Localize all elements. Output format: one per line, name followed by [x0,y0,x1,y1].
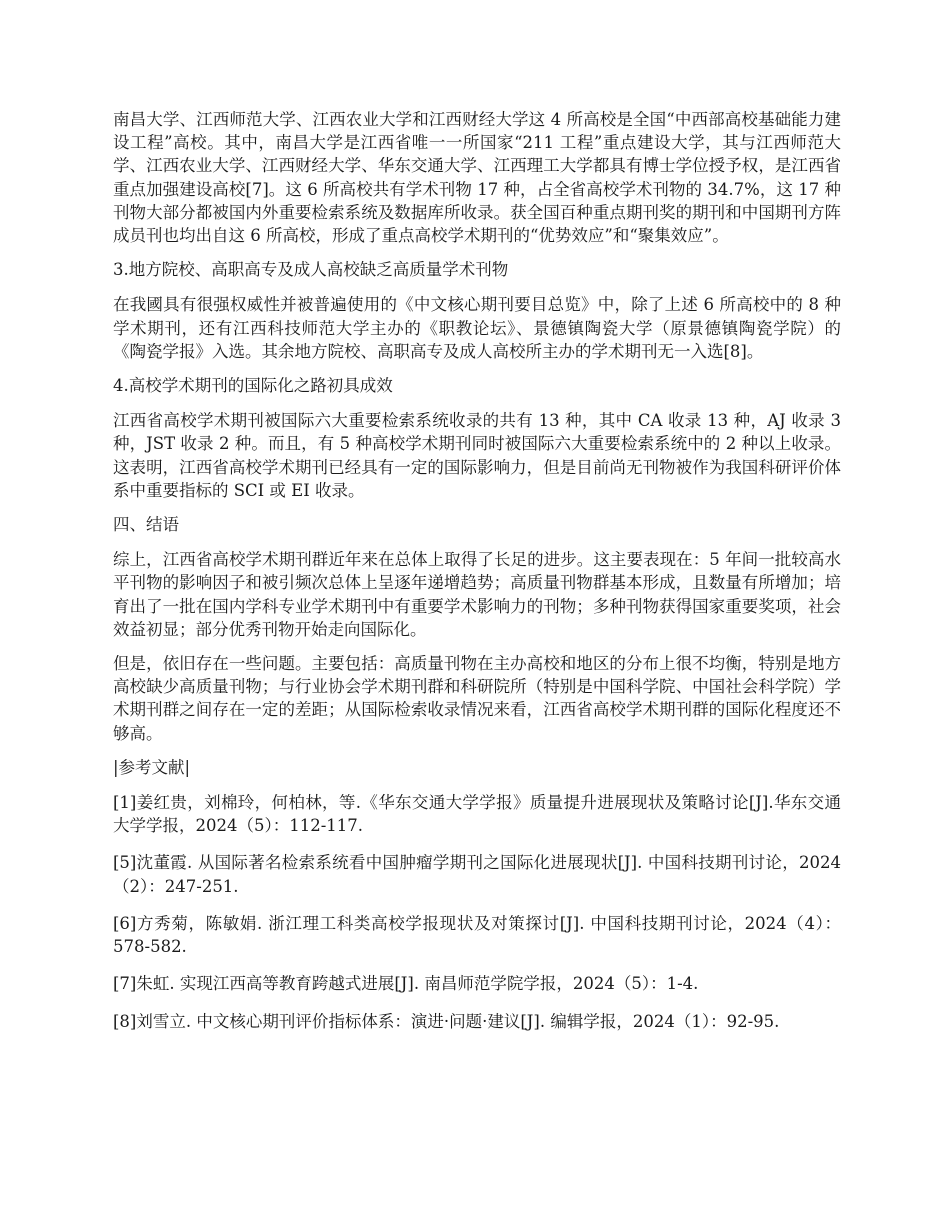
reference-item: [1]姜红贵，刘棉玲，何柏林，等.《华东交通大学学报》质量提升进展现状及策略讨论[J].华东交通大学学报，2024（5）：112-117. [113,793,841,836]
references-heading: |参考文献| [113,757,191,777]
section-heading-conclusion: 四、结语 [113,515,179,535]
reference-item: [8]刘雪立. 中文核心期刊评价指标体系：演进·问题·建议[J]. 编辑学报，2024（1）：92-95. [113,1011,780,1031]
paragraph-conclusion-problems: 但是，依旧存在一些问题。主要包括：高质量刊物在主办高校和地区的分布上很不均衡，特别是地方高校缺少高质量刊物；与行业协会学术期刊群和科研院所（特别是中国科学院、中国社会科学院）学术期刊群之间存在一定的差距；从国际检索收录情况来看，江西省高校学术期刊群的国际化程度还不够高。 [113,654,841,743]
paragraph-conclusion-progress: 综上，江西省高校学术期刊群近年来在总体上取得了长足的进步。这主要表现在：5 年间一批较高水平刊物的影响因子和被引频次总体上呈逐年递增趋势；高质量刊物群基本形成，且数量有所增加；培育出了一批在国内学科专业学术期刊中有重要学术影响力的刊物；多种刊物获得国家重要奖项，社会效益初显；部分优秀刊物开始走向国际化。 [113,550,841,639]
paragraph-international-indexing: 江西省高校学术期刊被国际六大重要检索系统收录的共有 13 种，其中 CA 收录 13 种，AJ 收录 3 种，JST 收录 2 种。而且，有 5 种高校学术期刊同时被国际六大重要检索系统中的 2 种以上收录。这表明，江西省高校学术期刊已经具有一定的国际影响力，但是目前尚无刊物被作为我国科研评价体系中重要指标的 SCI 或 EI 收录。 [113,411,841,500]
heading-local-colleges: 3.地方院校、高职高专及成人高校缺乏高质量学术刊物 [113,260,509,280]
paragraph-core-journals: 在我國具有很强权威性并被普遍使用的《中文核心期刊要目总览》中，除了上述 6 所高校中的 8 种学术期刊，还有江西科技师范大学主办的《职教论坛》、景德镇陶瓷大学（原景德镇陶瓷学院）的《陶瓷学报》入选。其余地方院校、高职高专及成人高校所主办的学术期刊无一入选[8]。 [113,295,841,361]
reference-item: [6]方秀菊，陈敏娟. 浙江理工科类高校学报现状及对策探讨[J]. 中国科技期刊讨论，2024（4）：578-582. [113,913,841,957]
paragraph-key-universities: 南昌大学、江西师范大学、江西农业大学和江西财经大学这 4 所高校是全国“中西部高校基础能力建设工程”高校。其中，南昌大学是江西省唯一一所国家“211 工程”重点建设大学，其与江西师范大学、江西农业大学、江西财经大学、华东交通大学、江西理工大学都具有博士学位授予权，是江西省重点加强建设高校[7]。这 6 所高校共有学术刊物 17 种，占全省高校学术刊物的 34.7%，这 17 种刊物大部分都被国内外重要检索系统及数据库所收录。获全国百种重点期刊奖的期刊和中国期刊方阵成员刊也均出自这 6 所高校，形成了重点高校学术期刊的“优势效应”和“聚集效应”。 [113,110,841,246]
heading-internationalization: 4.高校学术期刊的国际化之路初具成效 [113,376,393,396]
document-page [113,108,841,1047]
reference-item: [7]朱虹. 实现江西高等教育跨越式进展[J]. 南昌师范学院学报，2024（5）：1-4. [113,974,699,994]
reference-item: [5]沈董霞. 从国际著名检索系统看中国肿瘤学期刊之国际化进展现状[J]. 中国科技期刊讨论，2024（2）：247-251. [113,853,841,896]
